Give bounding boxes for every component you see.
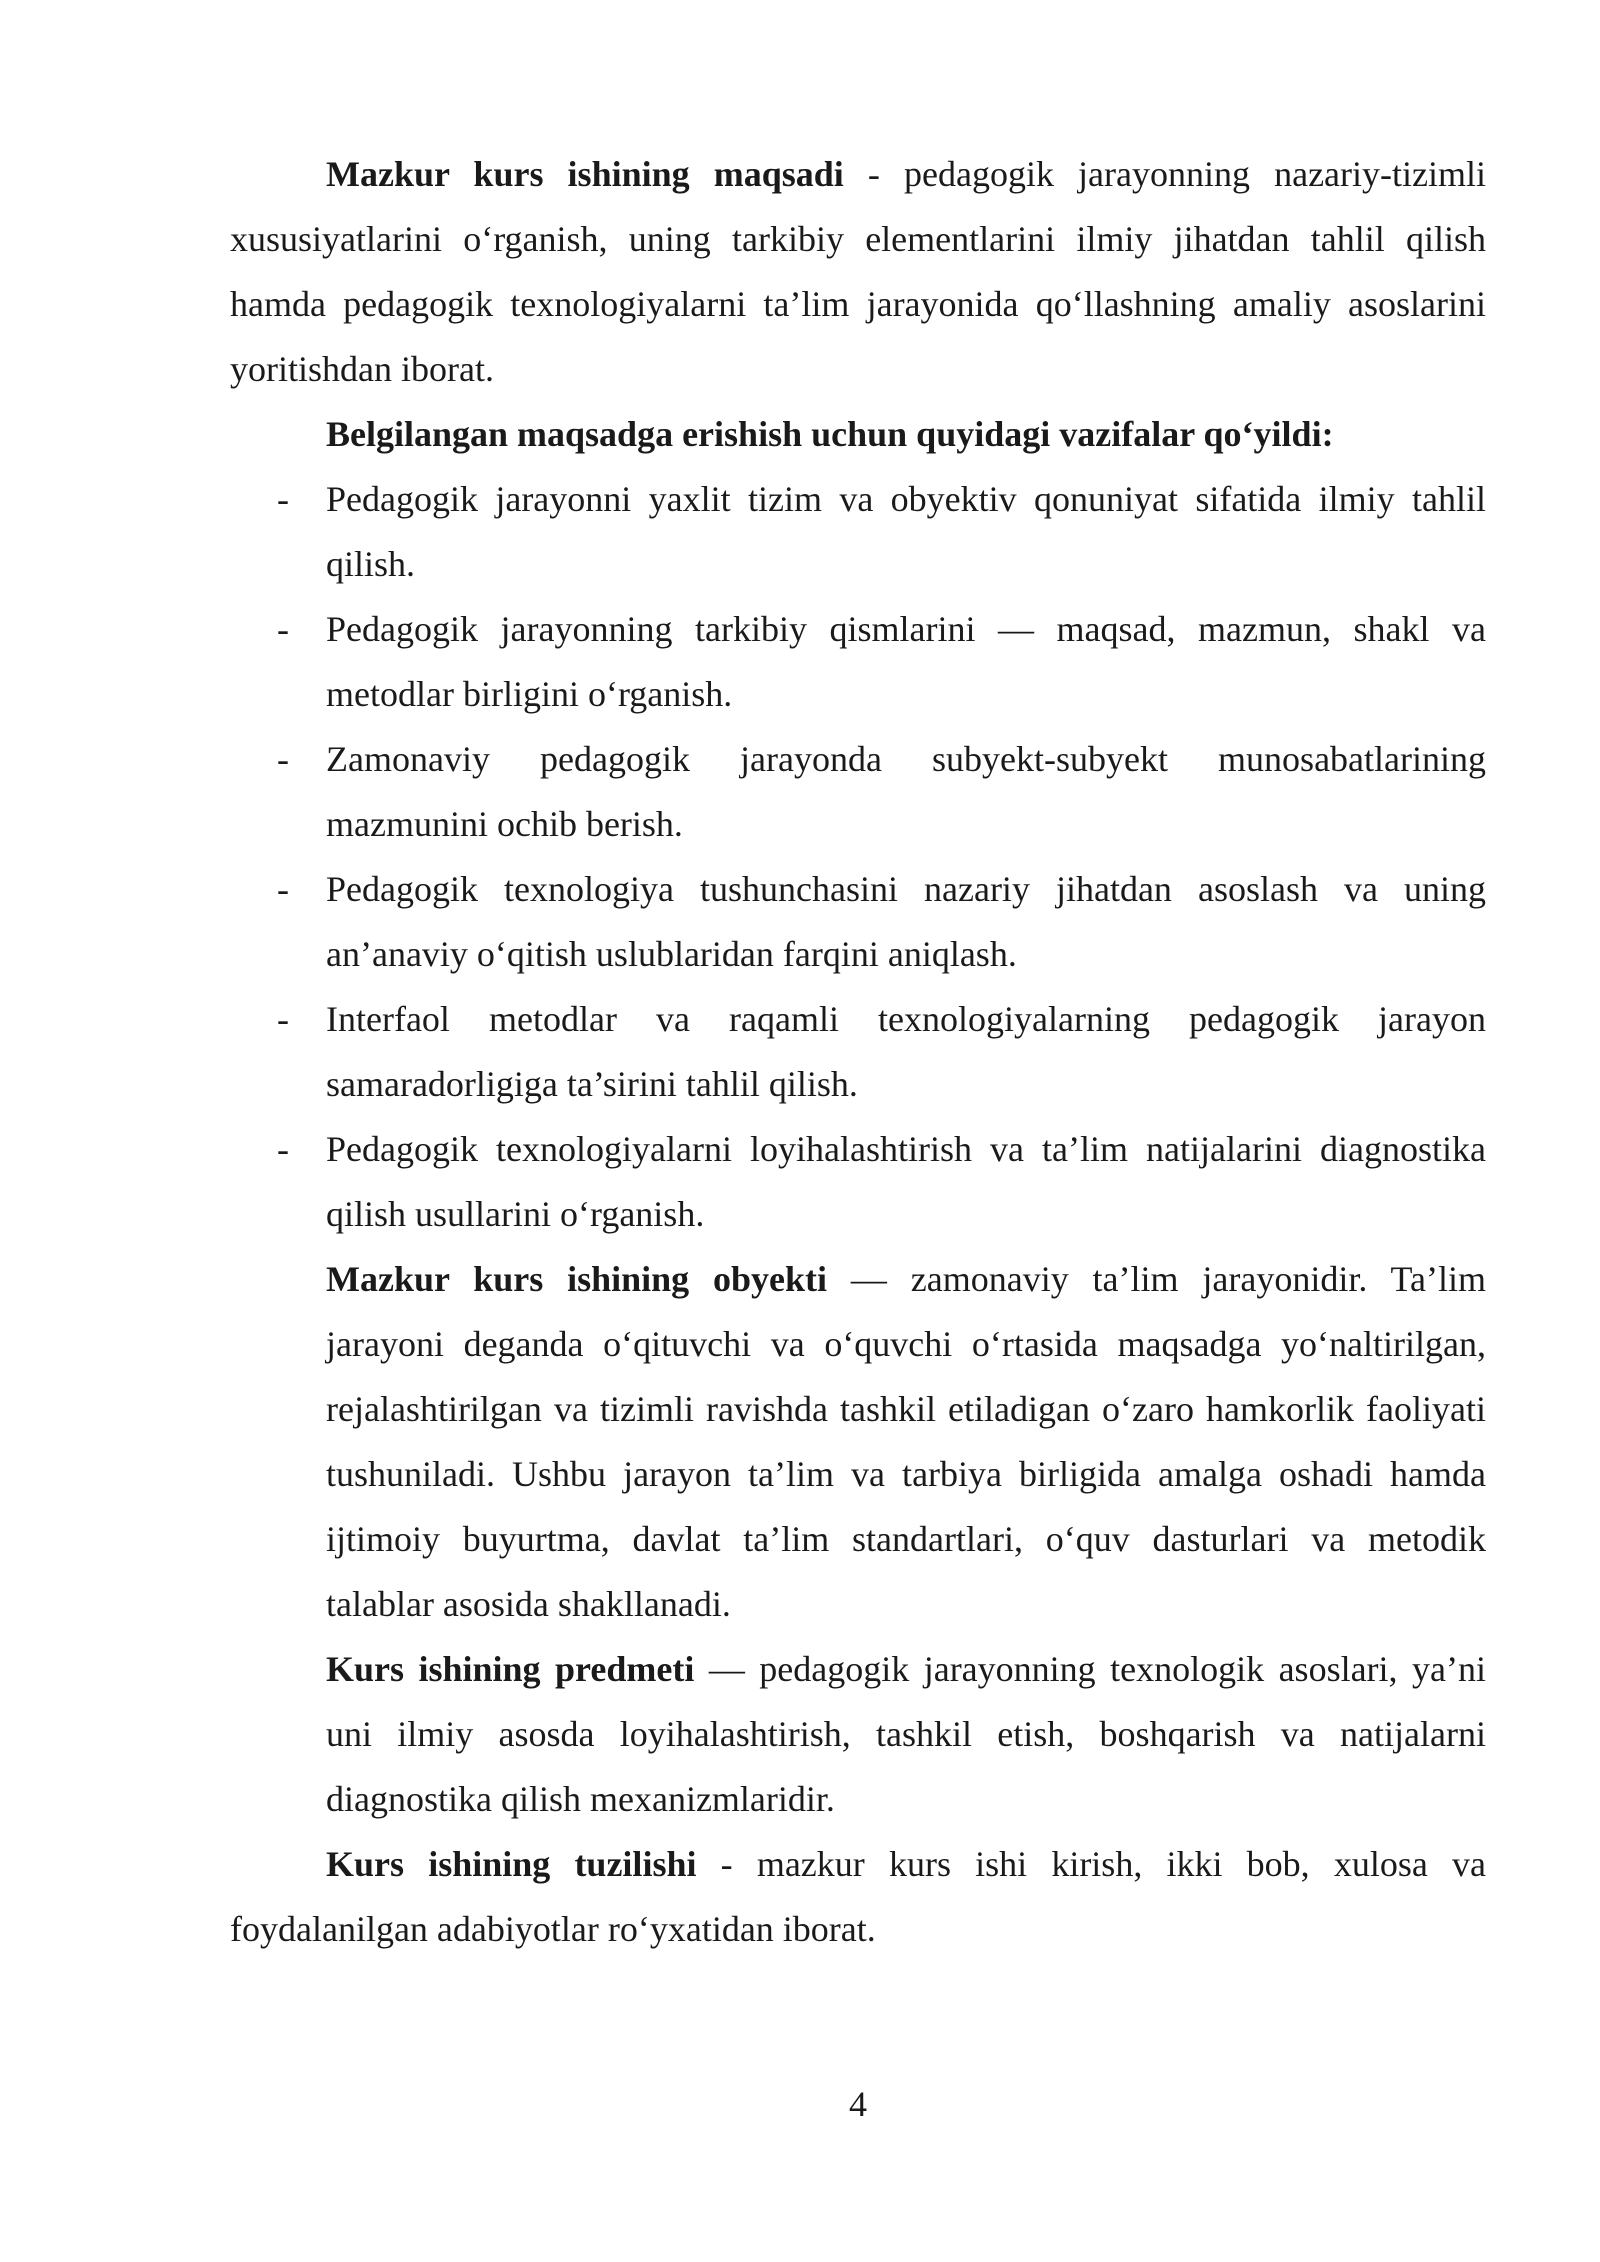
list-item	[230, 727, 1486, 857]
object-lead: Mazkur kurs ishining obyekti	[326, 1259, 828, 1299]
task-text: Pedagogik texnologiyalarni loyihalashtirish va ta’lim natijalarini diagnostika qilish usullarini o‘rganish.	[326, 1129, 1486, 1234]
object-text: — zamonaviy ta’lim jarayonidir. Ta’lim jarayoni deganda o‘qituvchi va o‘quvchi o‘rtasida maqsadga yo‘naltirilgan, rejalashtirilgan va tizimli ravishda tashkil etiladigan o‘zaro hamkorlik faoliyati tushuniladi. Ushbu jarayon ta’lim va tarbiya birligida amalga oshadi hamda ijtimoiy buyurtma, davlat ta’lim standartlari, o‘quv dasturlari va metodik talablar asosida shakllanadi.	[326, 1259, 1486, 1624]
task-text: Pedagogik jarayonning tarkibiy qismlarini — maqsad, mazmun, shakl va metodlar birligini o‘rganish.	[326, 609, 1486, 714]
object-paragraph	[230, 1247, 1486, 1637]
list-item	[230, 857, 1486, 987]
list-item	[230, 1117, 1486, 1247]
dash-bullet: -	[277, 869, 289, 909]
structure-text: - mazkur kurs ishi kirish, ikki bob, xulosa va foydalanilgan adabiyotlar ro‘yxatidan iborat.	[230, 1844, 1487, 1949]
subject-text: — pedagogik jarayonning texnologik asoslari, ya’ni uni ilmiy asosda loyihalashtirish, tashkil etish, boshqarish va natijalarni diagnostika qilish mexanizmlaridir.	[326, 1649, 1486, 1819]
subject-paragraph	[230, 1637, 1486, 1832]
subject-lead: Kurs ishining predmeti	[326, 1649, 695, 1689]
dash-bullet: -	[277, 739, 289, 779]
task-text: Pedagogik jarayonni yaxlit tizim va obyektiv qonuniyat sifatida ilmiy tahlil qilish.	[326, 479, 1486, 584]
structure-lead: Kurs ishining tuzilishi	[326, 1844, 697, 1884]
dash-bullet: -	[277, 999, 289, 1039]
purpose-text: - pedagogik jarayonning nazariy-tizimli xususiyatlarini o‘rganish, uning tarkibiy elementlarini ilmiy jihatdan tahlil qilish hamda pedagogik texnologiyalarni ta’lim jarayonida qo‘llashning amaliy asoslarini yoritishdan iborat.	[230, 154, 1486, 389]
tasks-list	[230, 467, 1486, 1247]
list-item	[230, 987, 1486, 1117]
purpose-lead: Mazkur kurs ishining maqsadi	[326, 154, 844, 194]
dash-bullet: -	[277, 1129, 289, 1169]
list-item	[230, 597, 1486, 727]
page-number: 4	[849, 2084, 867, 2124]
purpose-paragraph	[230, 142, 1486, 402]
task-text: Pedagogik texnologiya tushunchasini nazariy jihatdan asoslash va uning an’anaviy o‘qitish uslublaridan farqini aniqlash.	[326, 869, 1486, 974]
task-text: Zamonaviy pedagogik jarayonda subyekt-subyekt munosabatlarining mazmunini ochib berish.	[326, 739, 1486, 844]
tasks-heading: Belgilangan maqsadga erishish uchun quyidagi vazifalar qo‘yildi:	[326, 414, 1334, 454]
dash-bullet: -	[277, 479, 289, 519]
document-page	[230, 142, 1486, 1962]
structure-paragraph	[230, 1832, 1486, 1962]
list-item	[230, 467, 1486, 597]
task-text: Interfaol metodlar va raqamli texnologiyalarning pedagogik jarayon samaradorligiga ta’sirini tahlil qilish.	[326, 999, 1486, 1104]
dash-bullet: -	[277, 609, 289, 649]
